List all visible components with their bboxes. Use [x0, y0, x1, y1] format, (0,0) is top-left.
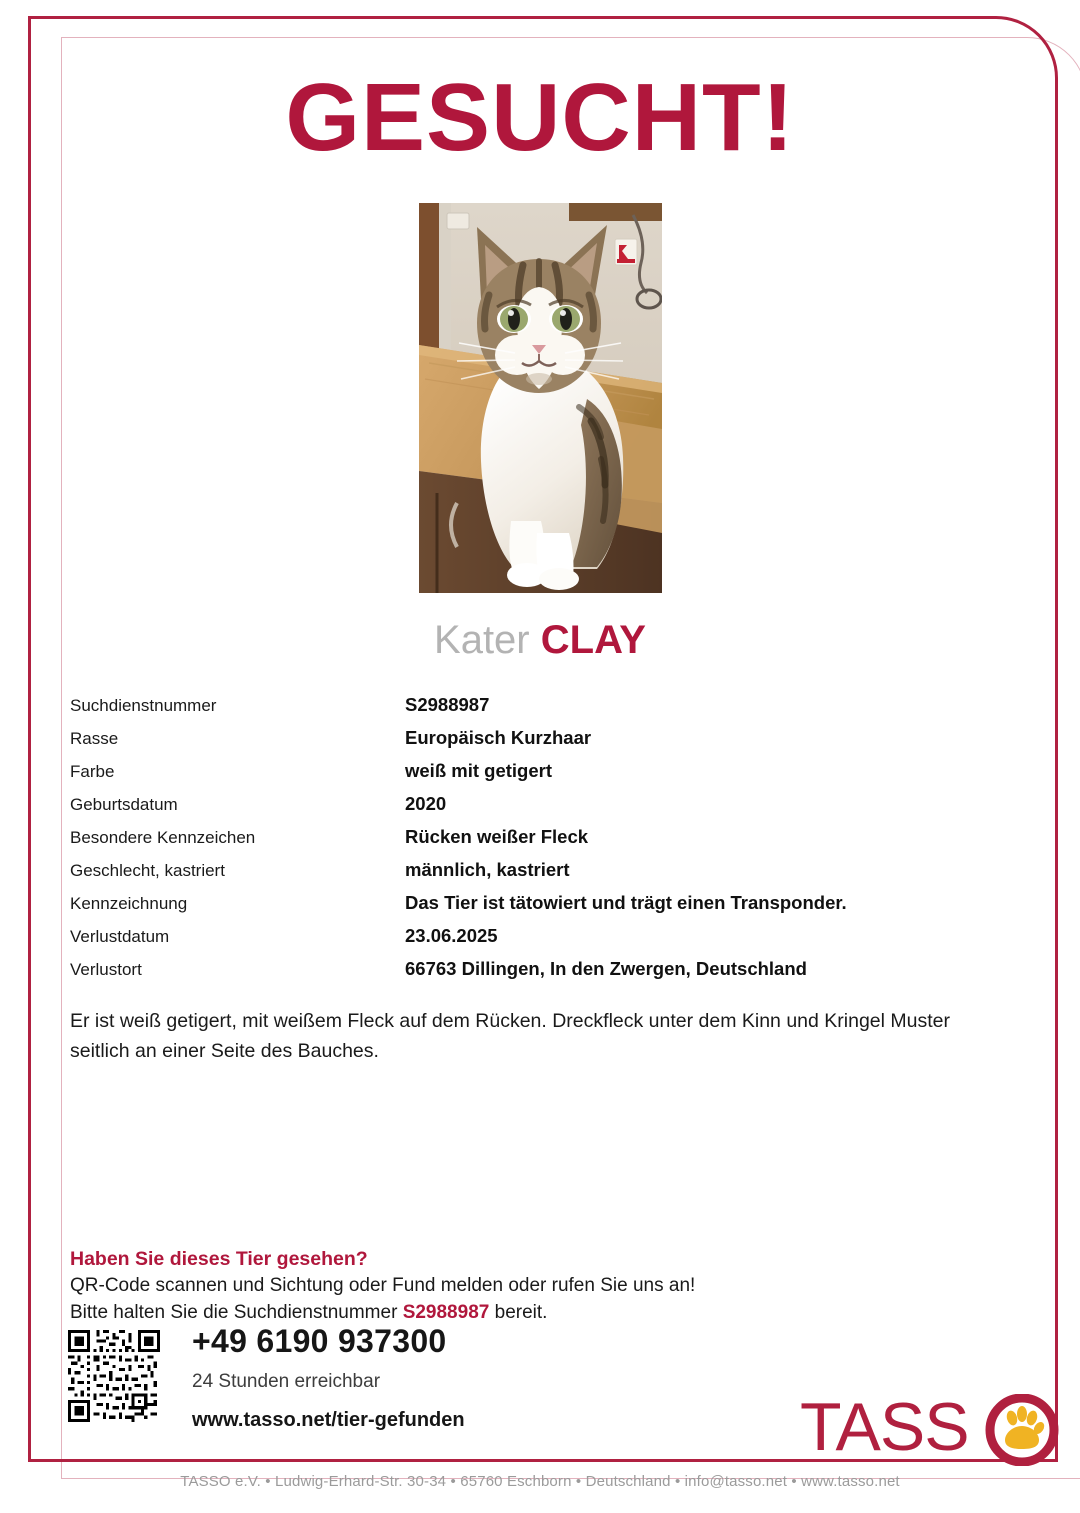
availability-note: 24 Stunden erreichbar: [192, 1371, 381, 1393]
detail-value: Rücken weißer Fleck: [405, 826, 589, 847]
table-row: [70, 826, 970, 859]
cta-reference-suffix: bereit.: [489, 1302, 548, 1324]
qr-code-icon: [68, 1330, 160, 1422]
paw-icon: [1005, 1406, 1046, 1449]
detail-label: Farbe: [70, 762, 115, 781]
detail-value: 2020: [405, 793, 447, 814]
cta-heading: Haben Sie dieses Tier gesehen?: [70, 1248, 368, 1270]
detail-value: männlich, kastriert: [405, 859, 570, 880]
table-row: [70, 760, 970, 793]
detail-label: Rasse: [70, 729, 119, 748]
report-website-link[interactable]: www.tasso.net/tier-gefunden: [192, 1409, 465, 1432]
detail-value: S2988987: [405, 694, 490, 715]
detail-value: weiß mit getigert: [405, 760, 552, 781]
pet-name-prefix: Kater: [434, 618, 530, 662]
call-to-action: [70, 1245, 950, 1327]
table-row: [70, 694, 970, 727]
pet-name: [0, 616, 1080, 664]
detail-value: Das Tier ist tätowiert und trägt einen Transponder.: [405, 892, 847, 913]
detail-label: Geburtsdatum: [70, 795, 178, 814]
contact-block: [192, 1322, 465, 1432]
detail-value: 23.06.2025: [405, 925, 498, 946]
table-row: [70, 958, 970, 991]
table-row: [70, 793, 970, 826]
cta-reference-number: S2988987: [402, 1302, 490, 1324]
detail-label: Besondere Kennzeichen: [70, 828, 256, 847]
cat-photo-illustration: [419, 203, 662, 593]
qr-code[interactable]: [68, 1330, 160, 1422]
table-row: [70, 925, 970, 958]
table-row: [70, 727, 970, 760]
footer-address: TASSO e.V. • Ludwig-Erhard-Str. 30-34 • 65760 Eschborn • Deutschland • info@tasso.net • www.tasso.net: [180, 1473, 900, 1490]
detail-value: 66763 Dillingen, In den Zwergen, Deutschland: [405, 958, 807, 979]
tasso-logo-icon: [800, 1394, 1062, 1466]
page-title: GESUCHT!: [285, 64, 795, 171]
table-row: [70, 859, 970, 892]
detail-label: Verlustdatum: [70, 927, 170, 946]
phone-number[interactable]: +49 6190 937300: [192, 1323, 447, 1359]
tasso-logo: [800, 1394, 1062, 1466]
pet-photo: [419, 203, 662, 593]
detail-label: Suchdienstnummer: [70, 696, 217, 715]
pet-description: Er ist weiß getigert, mit weißem Fleck auf dem Rücken. Dreckfleck unter dem Kinn und Kringel Muster seitlich an einer Seite des Bauches.: [70, 1010, 950, 1062]
table-row: [70, 892, 970, 925]
detail-label: Kennzeichnung: [70, 894, 188, 913]
pet-details-table: [70, 694, 970, 991]
cta-reference-prefix: Bitte halten Sie die Suchdienstnummer: [70, 1302, 403, 1324]
detail-value: Europäisch Kurzhaar: [405, 727, 592, 748]
pet-name-value: CLAY: [540, 618, 646, 662]
detail-label: Verlustort: [70, 960, 142, 979]
cta-instruction: QR-Code scannen und Sichtung oder Fund melden oder rufen Sie uns an!: [70, 1275, 696, 1297]
svg-text:TASS: TASS: [800, 1394, 969, 1465]
detail-label: Geschlecht, kastriert: [70, 861, 225, 880]
